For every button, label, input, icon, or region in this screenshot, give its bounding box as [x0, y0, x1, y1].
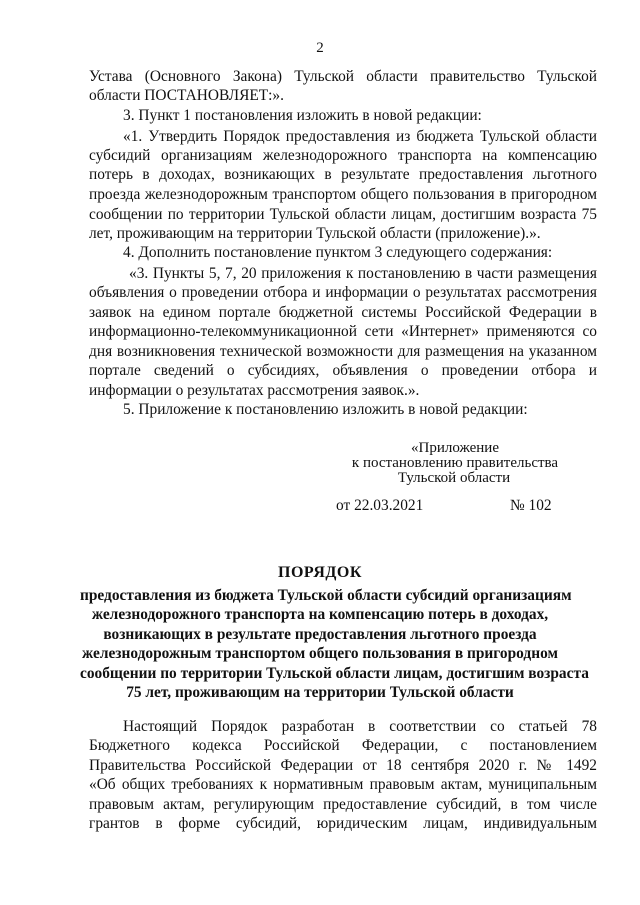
text-line: сообщении по территории Тульской области лицам, достигшим возраста 75: [89, 206, 597, 223]
text-line: информации о результатах рассмотрения заявок.».: [89, 382, 420, 399]
text-line: области ПОСТАНОВЛЯЕТ:».: [89, 87, 284, 104]
text-line: потерь в доходах, возникающих в результате предоставления льготного: [89, 166, 597, 183]
appendix-date: от 22.03.2021: [336, 497, 424, 514]
appendix-heading: «Приложение: [410, 440, 499, 456]
subtitle-line: сообщении по территории Тульской области лицам, достигшим возраста: [80, 665, 589, 682]
text-line: объявления о проведении отбора и информации о результатах рассмотрения: [89, 284, 597, 301]
text-line: «3. Пункты 5, 7, 20 приложения к постановлению в части размещения: [129, 265, 597, 282]
subtitle-line: железнодорожным транспортом общего пользования в пригородном: [82, 645, 558, 662]
text-line: Настоящий Порядок разработан в соответствии со статьей 78: [123, 718, 597, 735]
appendix-line: Тульской области: [397, 470, 511, 486]
text-line: дня возникновения технической возможности для размещения на указанном: [89, 343, 597, 360]
subtitle-line: железнодорожного транспорта на компенсацию потерь в доходах,: [91, 606, 549, 623]
text-line: заявок на едином портале бюджетной системы Российской Федерации в: [89, 304, 597, 321]
text-line: Бюджетного кодекса Российской Федерации, с постановлением: [89, 737, 597, 754]
subtitle-line: возникающих в результате предоставления льготного проезда: [103, 626, 537, 643]
text-line: 4. Дополнить постановление пунктом 3 следующего содержания:: [123, 244, 553, 261]
subtitle-line: предоставления из бюджета Тульской области субсидий организациям: [80, 587, 572, 604]
appendix-line: к постановлению правительства: [351, 455, 559, 471]
document-title: ПОРЯДОК: [278, 564, 362, 581]
text-line: Устава (Основного Закона) Тульской области правительство Тульской: [89, 68, 597, 85]
text-line: лет, проживающим на территории Тульской области (приложение).».: [89, 225, 541, 242]
appendix-number: № 102: [510, 497, 552, 514]
text-line: «Об общих требованиях к нормативным правовым актам, муниципальным: [89, 776, 597, 793]
text-line: 5. Приложение к постановлению изложить в новой редакции:: [123, 401, 528, 418]
text-line: Правительства Российской Федерации от 18 сентября 2020 г. № 1492: [89, 757, 597, 774]
text-line: портале сведений о субсидиях, объявления о проведении отбора и: [89, 362, 597, 379]
page-number: 2: [316, 40, 324, 56]
text-line: 3. Пункт 1 постановления изложить в новой редакции:: [123, 107, 482, 124]
text-line: информационно-телекоммуникационной сети «Интернет» применяются со: [89, 323, 597, 340]
text-line: правовым актам, регулирующим предоставление субсидий, в том числе: [89, 796, 597, 813]
text-line: проезда железнодорожным транспортом общего пользования в пригородном: [89, 186, 597, 203]
subtitle-line: 75 лет, проживающим на территории Тульской области: [126, 684, 514, 701]
text-line: субсидий организациям железнодорожного транспорта на компенсацию: [89, 147, 597, 164]
text-line: грантов в форме субсидий, юридическим лицам, индивидуальным: [89, 815, 597, 832]
text-line: «1. Утвердить Порядок предоставления из бюджета Тульской области: [123, 128, 597, 145]
